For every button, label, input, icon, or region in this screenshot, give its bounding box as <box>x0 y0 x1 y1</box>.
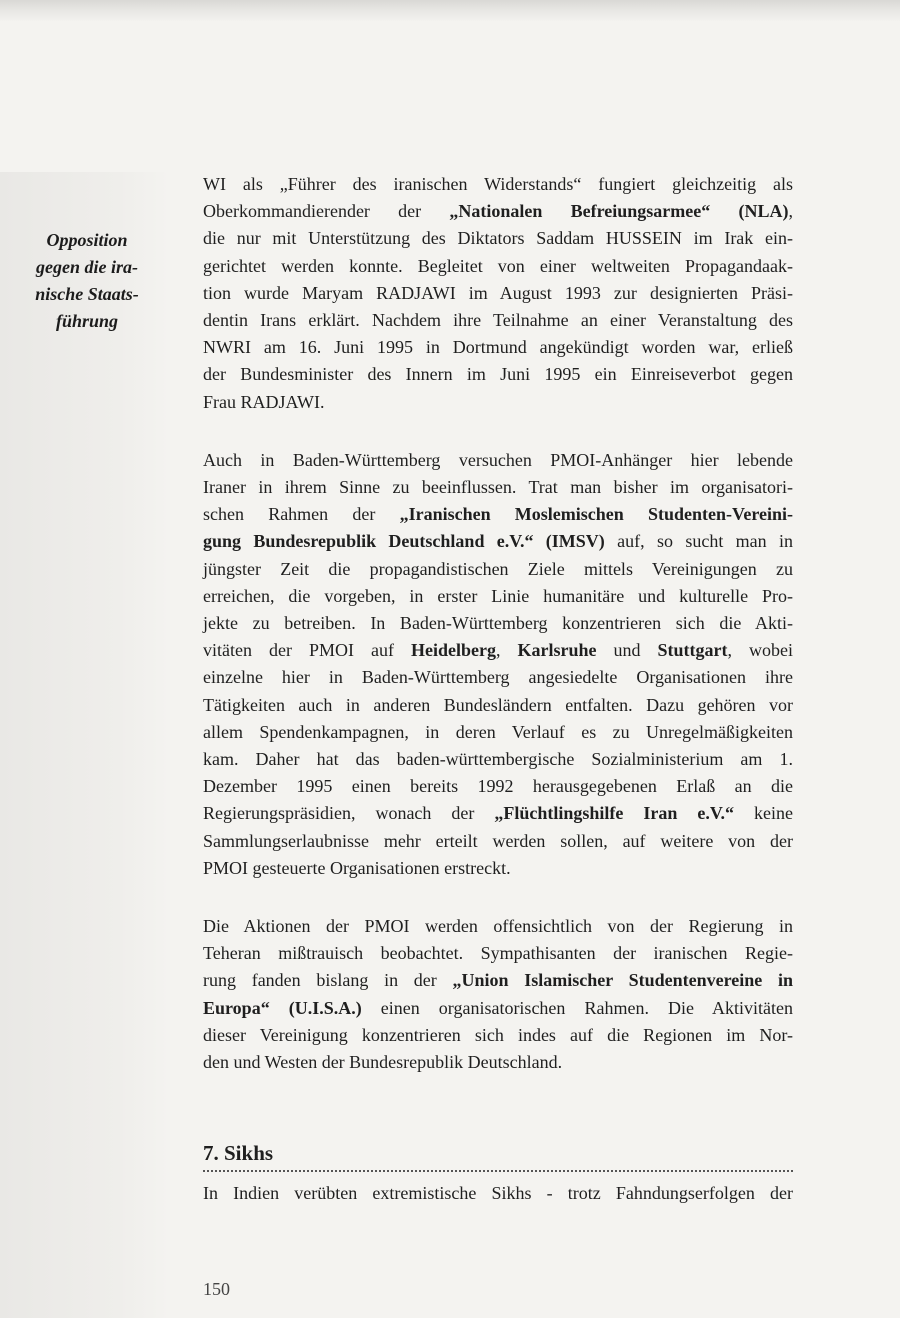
text-line <box>203 913 793 940</box>
text-run: Regierungspräsidien, wonach der <box>203 803 495 824</box>
margin-note-line: führung <box>55 311 119 331</box>
bold-text: „Union Islamischer Studentenvereine in <box>452 970 793 991</box>
text-run: Sammlungserlaubnisse mehr erteilt werden sollen, auf weitere von der <box>203 830 793 851</box>
text-line <box>203 474 793 501</box>
text-run: Oberkommandierender der <box>203 201 450 222</box>
text-line <box>203 967 793 994</box>
text-line <box>203 610 793 637</box>
text-run: gerichtet werden konnte. Begleitet von einer weltweiten Propagandaak- <box>203 255 793 276</box>
text-run: keine <box>734 803 793 824</box>
paragraph-3 <box>203 913 793 1076</box>
section-heading: 7. Sikhs <box>203 1140 793 1172</box>
text-run: Dezember 1995 einen bereits 1992 herausgegebenen Erlaß an die <box>203 776 793 797</box>
text-run: vitäten der PMOI auf <box>203 640 411 661</box>
text-run: WI als „Führer des iranischen Widerstands“ fungiert gleichzeitig als <box>203 174 793 194</box>
text-line <box>203 389 793 416</box>
margin-column <box>0 172 170 1318</box>
text-line <box>203 225 793 252</box>
text-run: kam. Daher hat das baden-württembergische Sozialministerium am 1. <box>203 749 793 770</box>
margin-note-line: Opposition <box>46 230 128 250</box>
text-line <box>203 253 793 280</box>
paragraph-1 <box>203 171 793 416</box>
body-text <box>203 171 793 1076</box>
text-run: PMOI gesteuerte Organisationen erstreckt. <box>203 857 511 878</box>
text-line <box>203 637 793 664</box>
text-line <box>203 995 793 1022</box>
text-run: einzelne hier in Baden-Württemberg angesiedelte Organisationen ihre <box>203 667 793 688</box>
text-line <box>203 501 793 528</box>
text-line <box>203 583 793 610</box>
text-line <box>203 855 793 882</box>
text-run: , wobei <box>727 640 793 661</box>
text-line <box>203 828 793 855</box>
text-line <box>203 746 793 773</box>
text-run: rung fanden bislang in der <box>203 970 453 991</box>
text-run: Tätigkeiten auch in anderen Bundesländern entfalten. Dazu gehören vor <box>203 694 793 715</box>
margin-note-line: gegen die ira- <box>36 257 138 277</box>
text-line <box>203 198 793 225</box>
bold-text: „Flüchtlingshilfe Iran e.V.“ <box>494 803 735 824</box>
text-run: , <box>495 640 518 661</box>
text-run: der Bundesminister des Innern im Juni 1995 ein Einreiseverbot gegen <box>203 364 793 385</box>
text-run: auf, so sucht man in <box>604 531 793 552</box>
text-run: Iraner in ihrem Sinne zu beeinflussen. Trat man bisher im organisatori- <box>203 477 793 498</box>
bold-text: Karlsruhe <box>517 640 597 661</box>
text-run: dentin Irans erklärt. Nachdem ihre Teilnahme an einer Veranstaltung des <box>203 310 793 331</box>
paragraph-4 <box>203 1180 793 1207</box>
text-run: tion wurde Maryam RADJAWI im August 1993 zur designierten Präsi- <box>203 282 793 303</box>
bold-text: „Iranischen Moslemischen Studenten-Vereini- <box>399 504 793 525</box>
bold-text: Heidelberg <box>410 640 496 661</box>
text-line <box>203 1022 793 1049</box>
text-line <box>203 800 793 827</box>
continuation-text <box>203 1180 793 1207</box>
text-line <box>203 1049 793 1076</box>
text-run: In Indien verübten extremistische Sikhs - trotz Fahndungserfolgen der <box>203 1183 793 1203</box>
text-run: erreichen, die vorgeben, in erster Linie humanitäre und kulturelle Pro- <box>203 585 793 606</box>
text-line <box>203 447 793 474</box>
text-line <box>203 171 793 198</box>
scan-top-shadow <box>0 0 900 22</box>
text-run: den und Westen der Bundesrepublik Deutschland. <box>203 1052 563 1073</box>
text-line <box>203 1180 793 1207</box>
text-run: und <box>596 640 658 661</box>
margin-note <box>14 227 160 335</box>
text-line <box>203 664 793 691</box>
text-run: jüngster Zeit die propagandistischen Ziele mittels Vereinigungen zu <box>203 558 793 579</box>
text-run: jekte zu betreiben. In Baden-Württemberg konzentrieren sich die Akti- <box>203 613 793 634</box>
text-run: NWRI am 16. Juni 1995 in Dortmund angekündigt worden war, erließ <box>203 337 793 358</box>
text-line <box>203 361 793 388</box>
text-run: Frau RADJAWI. <box>203 391 325 412</box>
text-line <box>203 528 793 555</box>
bold-text: „Nationalen Befreiungsarmee“ (NLA) <box>449 201 789 222</box>
bold-text: Stuttgart <box>657 640 728 661</box>
text-line <box>203 940 793 967</box>
text-run: die nur mit Unterstützung des Diktators Saddam HUSSEIN im Irak ein- <box>203 228 793 249</box>
text-line <box>203 773 793 800</box>
text-run: , <box>788 201 793 222</box>
text-run: schen Rahmen der <box>203 504 400 525</box>
text-line <box>203 334 793 361</box>
page-number: 150 <box>203 1279 230 1299</box>
text-line <box>203 719 793 746</box>
text-run: Die Aktionen der PMOI werden offensichtlich von der Regierung in <box>203 916 793 937</box>
text-run: dieser Vereinigung konzentrieren sich indes auf die Regionen im Nor- <box>203 1024 793 1045</box>
text-run: Teheran mißtrauisch beobachtet. Sympathisanten der iranischen Regie- <box>203 943 793 964</box>
text-run: allem Spendenkampagnen, in deren Verlauf es zu Unregelmäßigkeiten <box>203 721 793 742</box>
bold-text: Europa“ (U.I.S.A.) <box>203 997 362 1018</box>
text-line <box>203 692 793 719</box>
bold-text: gung Bundesrepublik Deutschland e.V.“ (IMSV) <box>203 531 605 552</box>
margin-note-line: nische Staats- <box>35 284 139 304</box>
text-line <box>203 556 793 583</box>
text-line <box>203 280 793 307</box>
text-run: Auch in Baden-Württemberg versuchen PMOI-Anhänger hier lebende <box>203 449 793 470</box>
text-line <box>203 307 793 334</box>
paragraph-2 <box>203 447 793 882</box>
text-run: einen organisatorischen Rahmen. Die Aktivitäten <box>361 997 793 1018</box>
